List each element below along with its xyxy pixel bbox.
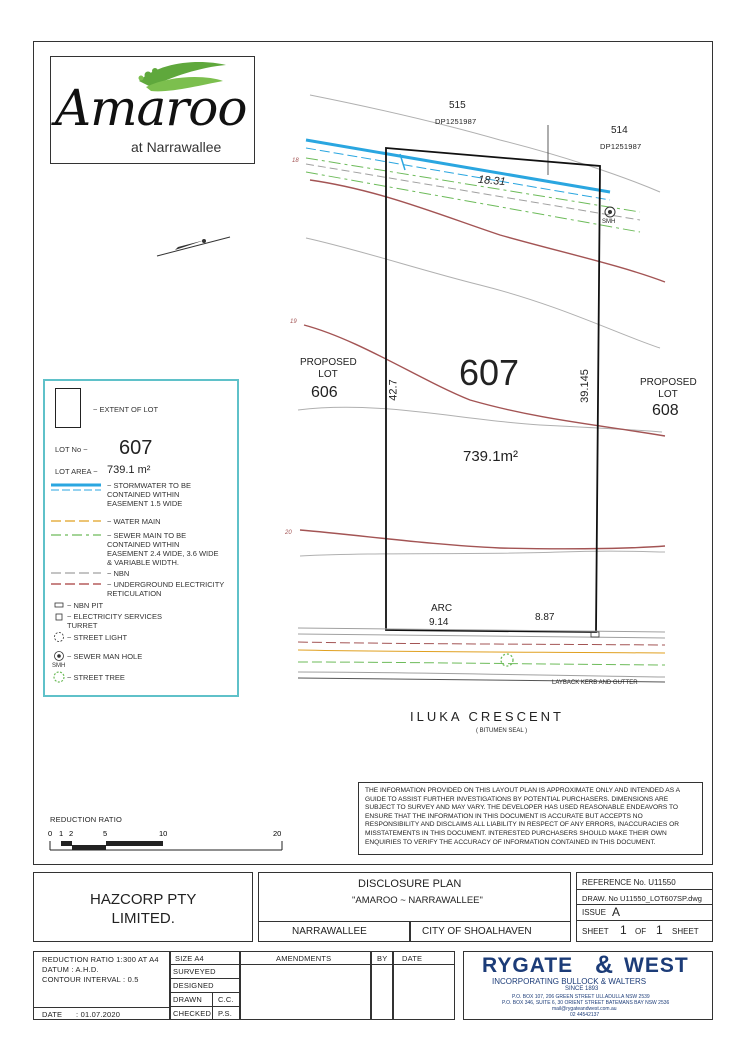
footer-reduction: REDUCTION RATIO 1:300 AT A4 — [42, 955, 159, 964]
rear-lot-515: 515 — [449, 100, 466, 111]
svg-text:5: 5 — [103, 829, 108, 838]
lot-area-label: 739.1m² — [463, 448, 519, 465]
footer-drawn: DRAWN — [173, 995, 203, 1004]
surveyor-line-1: INCORPORATING BULLOCK & WALTERS — [492, 977, 647, 986]
footer-datum: DATUM : A.H.D. — [42, 965, 99, 974]
dim-right: 39.145 — [578, 369, 591, 403]
issue-value: A — [612, 905, 621, 919]
plan-title: DISCLOSURE PLAN — [358, 878, 462, 890]
scale-title: REDUCTION RATIO — [50, 815, 123, 824]
legend-lot-area-label: LOT AREA ~ — [55, 467, 98, 476]
legend-lot-no-label: LOT No ~ — [55, 445, 88, 454]
svg-text:0: 0 — [48, 829, 53, 838]
legend-water-main: ~ WATER MAIN — [107, 517, 161, 526]
company-name: HAZCORP PTY LIMITED. — [90, 891, 197, 927]
contour-19: 19 — [290, 319, 297, 325]
arc-value: 9.14 — [429, 617, 449, 628]
legend-smh-sub: SMH — [52, 663, 66, 669]
footer-size: SIZE A4 — [175, 954, 204, 963]
lot-number-large: 607 — [459, 352, 520, 393]
street-note: ( BITUMEN SEAL ) — [476, 728, 528, 734]
neighbor-right-label: PROPOSED LOT — [640, 377, 697, 400]
reference-no: REFERENCE No. U11550 — [582, 878, 676, 887]
dim-top: 18.31 — [477, 173, 507, 189]
sewer-manhole-icon — [605, 207, 615, 217]
sheet-num: 1 — [620, 923, 627, 937]
smh-label: SMH — [602, 219, 616, 225]
surveyor-line-5: mail@rygateandwest.com.au — [552, 1006, 617, 1012]
footer-date-col: DATE — [402, 954, 423, 963]
legend-stormwater: ~ STORMWATER TO BE CONTAINED WITHIN EASEMENT 1.5 WIDE — [107, 481, 191, 508]
legend-lot-no-value: 607 — [119, 437, 153, 459]
neighbor-left-number: 606 — [311, 384, 338, 401]
legend-electricity: ~ UNDERGROUND ELECTRICITY RETICULATION — [107, 580, 225, 598]
legend-street-light: ~ STREET LIGHT — [67, 633, 128, 642]
turret-legend-icon — [56, 614, 62, 620]
street-light-legend-icon — [55, 633, 64, 642]
suburb: NARRAWALLEE — [292, 926, 367, 937]
svg-text:10: 10 — [159, 829, 168, 838]
kerb-note: LAYBACK KERB AND GUTTER — [552, 680, 638, 686]
sheet-label: SHEET — [582, 927, 609, 936]
street-name: ILUKA CRESCENT — [410, 709, 564, 724]
footer-checked: CHECKED — [173, 1009, 212, 1018]
dim-left: 42.7 — [387, 379, 400, 401]
footer-drawn-by: C.C. — [218, 995, 234, 1004]
footer-by: BY — [377, 954, 388, 963]
issue-label: ISSUE — [582, 908, 607, 917]
rear-lot-514: 514 — [611, 125, 628, 136]
sheet-total: 1 — [656, 923, 663, 937]
scale-bar — [45, 825, 295, 855]
contour-20: 20 — [285, 530, 292, 536]
rear-lot-515-dp: DP1251987 — [435, 117, 477, 126]
footer-checked-by: P.S. — [218, 1009, 233, 1018]
svg-text:20: 20 — [273, 829, 282, 838]
north-arrow-icon — [157, 237, 230, 256]
svg-text:2: 2 — [69, 829, 74, 838]
drawing-no: DRAW. No U11550_LOT607SP.dwg — [582, 894, 702, 903]
svg-text:1: 1 — [59, 829, 64, 838]
legend-panel — [43, 379, 239, 697]
surveyor-line-2: SINCE 1893 — [565, 986, 599, 992]
arc-label: ARC — [431, 603, 453, 614]
surveyor-line-6: 02 44542137 — [570, 1012, 600, 1018]
footer-date-label: DATE — [42, 1010, 63, 1019]
footer-amendments: AMENDMENTS — [276, 954, 332, 963]
logo-subtitle: at Narrawallee — [131, 139, 222, 155]
dim-front-right: 8.87 — [535, 612, 555, 623]
legend-nbn-pit: ~ NBN PIT — [67, 601, 104, 610]
legend-street-tree: ~ STREET TREE — [67, 673, 125, 682]
street-tree-legend-icon — [54, 672, 64, 682]
legend-sewer-main: ~ SEWER MAIN TO BE CONTAINED WITHIN EASEMENT 2.4 WIDE, 3.6 WIDE & VARIABLE WIDTH. — [107, 531, 219, 567]
disclaimer-box: THE INFORMATION PROVIDED ON THIS LAYOUT PLAN IS APPROXIMATE ONLY AND INTENDED AS A GUIDE TO ASSIST FURTHER INVESTIGATIONS BY POTENTIAL PURCHASERS. DIMENSIONS ARE SUBJECT TO SURVEY AND MAY VARY. THE DEVELOPER HAS USED REASONABLE ENDEAVORS TO ENSURE THAT THE INFORMATION IN THIS DOCUMENT IS ACCURATE BUT ACCEPTS NO RESPONSIBILITY AND DISCLAIMS ALL LIABILITY IN RESPECT OF ANY ERRORS, INACCURACIES OR MISSTATEMENTS IN THIS DOCUMENT. INTERESTED PURCHASERS SHOULD MAKE THEIR OWN ENQUIRIES TO VERIFY THE ACCURACY OF INFORMATION CONTAINED IN THIS DOCUMENT. — [358, 782, 703, 855]
sheet-of: OF — [635, 927, 647, 936]
legend-extent-label: ~ EXTENT OF LOT — [93, 405, 159, 414]
surveyor-name-2: WEST — [624, 954, 689, 977]
legend-lot-area-value: 739.1 m² — [107, 464, 151, 476]
sheet-label-2: SHEET — [672, 927, 699, 936]
legend-sewer-man-hole: ~ SEWER MAN HOLE — [67, 652, 143, 661]
contour-18: 18 — [292, 158, 299, 164]
surveyor-line-3: P.O. BOX 107, 206 GREEN STREET ULLADULLA NSW 2539 — [512, 994, 650, 1000]
surveyor-line-4: P.O. BOX 346, SUITE 6, 30 ORIENT STREET BATEMANS BAY NSW 2536 — [502, 1000, 670, 1006]
footer-designed: DESIGNED — [173, 981, 214, 990]
rear-lot-514-dp: DP1251987 — [600, 142, 642, 151]
street-tree-icon — [501, 654, 513, 666]
logo-title: Amaroo — [55, 79, 247, 137]
council: CITY OF SHOALHAVEN — [422, 926, 532, 937]
plan-subtitle: "AMAROO ~ NARRAWALLEE" — [352, 895, 483, 906]
legend-turret: ~ ELECTRICITY SERVICES TURRET — [67, 612, 162, 630]
neighbor-right-number: 608 — [652, 402, 679, 419]
surveyor-amp: & — [595, 951, 614, 979]
footer-contour: CONTOUR INTERVAL : 0.5 — [42, 975, 139, 984]
legend-nbn: ~ NBN — [107, 569, 130, 578]
nbn-pit-legend-icon — [55, 603, 63, 607]
footer-date-value: : 01.07.2020 — [76, 1010, 121, 1019]
surveyor-name-1: RYGATE — [482, 954, 574, 977]
neighbor-left-label: PROPOSED LOT — [300, 357, 357, 380]
footer-surveyed: SURVEYED — [173, 967, 216, 976]
